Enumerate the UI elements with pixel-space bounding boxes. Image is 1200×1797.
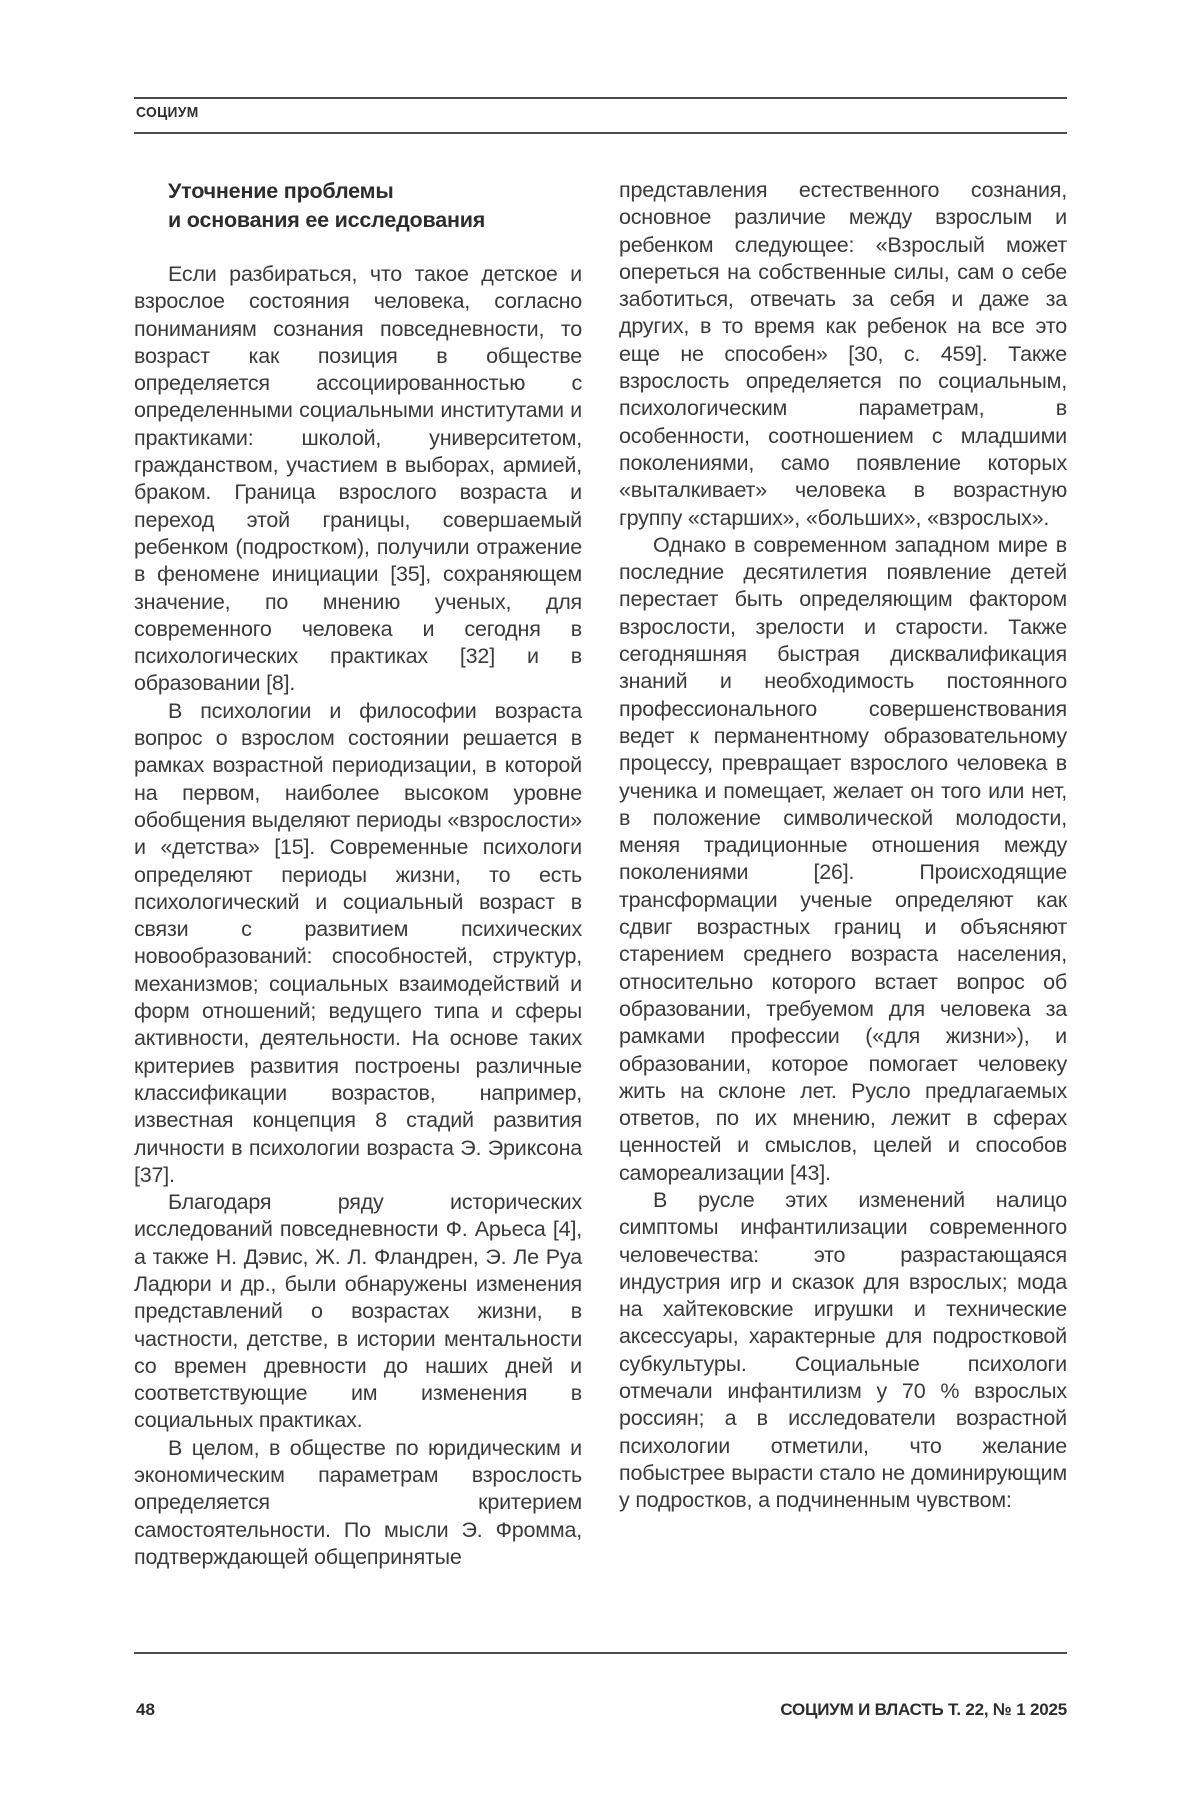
body-paragraph: В русле этих изменений налицо симптомы инфантилизации современного человечества: это разрастающаяся индустрия игр и сказок для взрослых; мода на хайтековские игрушки и технические аксессуары, характерные для подростковой субкультуры. Социальные психологи отмечали инфантилизм у 70 % взрослых россиян; а в исследователи возрастной психологии отметили, что желание побыстрее вырасти стало не доминирующим у подростков, а подчиненным чувством: (619, 1187, 1067, 1513)
journal-title: СОЦИУМ И ВЛАСТЬ Т. 22, № 1 2025 (780, 1700, 1067, 1719)
header-rule-top (134, 97, 1067, 99)
body-paragraph: В целом, в обществе по юридическим и экономическим параметрам взрослость определяется критерием самостоятельности. По мысли Э. Фромма, подтверждающей общепринятые (134, 1435, 582, 1569)
footer-rule (134, 1652, 1067, 1654)
section-heading-line2: и основания ее исследования (168, 208, 486, 232)
section-heading-line1: Уточнение проблемы (168, 179, 394, 203)
section-label: СОЦИУМ (136, 104, 199, 121)
page-number: 48 (136, 1700, 155, 1719)
right-column (619, 177, 1067, 1571)
body-paragraph: Если разбираться, что такое детское и взрослое состояния человека, согласно пониманиям сознания повседневности, то возраст как позиция в обществе определяется ассоциированностью с определенными социальными институтами и практиками: школой, университетом, гражданством, участием в выборах, армией, браком. Граница взрослого возраста и переход этой границы, совершаемый ребенком (подростком), получили отражение в феномене инициации [35], сохраняющем значение, по мнению ученых, для современного человека и сегодня в психологических практиках [32] и в образовании [8]. (134, 262, 582, 696)
body-paragraph-continuation: представления естественного сознания, основное различие между взрослым и ребенком следующее: «Взрослый может опереться на собственные силы, сам о себе заботиться, отвечать за себя и даже за других, в то время как ребенок на все это еще не способен» [30, с. 459]. Также взрослость определяется по социальным, психологическим параметрам, в особенности, соотношением с младшими поколениями, само появление которых «выталкивает» человека в возрастную группу «старших», «больших», «взрослых». (619, 178, 1067, 530)
article-body (134, 177, 1067, 1571)
left-column (134, 177, 582, 1571)
body-paragraph: В психологии и философии возраста вопрос о взрослом состоянии решается в рамках возрастной периодизации, в которой на первом, наиболее высоком уровне обобщения выделяют периоды «взрослости» и «детства» [15]. Современные психологи определяют периоды жизни, то есть психологический и социальный возраст в связи с развитием психических новообразований: способностей, структур, механизмов; социальных взаимодействий и форм отношений; ведущего типа и сферы активности, деятельности. На основе таких критериев развития построены различные классификации возрастов, например, известная концепция 8 стадий развития личности в психологии возраста Э. Эриксона [37]. (134, 698, 582, 1187)
body-paragraph: Однако в современном западном мире в последние десятилетия появление детей перестает быть определяющим фактором взрослости, зрелости и старости. Также сегодняшняя быстрая дисквалификация знаний и необходимость постоянного профессионального совершенствования ведет к перманентному образовательному процессу, превращает взрослого человека в ученика и помещает, желает он того или нет, в положение символической молодости, меняя традиционные отношения между поколениями [26]. Происходящие трансформации ученые определяют как сдвиг возрастных границ и объясняют старением среднего возраста населения, относительно которого встает вопрос об образовании, требуемом для человека за рамками профессии («для жизни»), и образовании, которое помогает человеку жить на склоне лет. Русло предлагаемых ответов, по их мнению, лежит в сферах ценностей и смыслов, целей и способов самореализации [43]. (619, 532, 1067, 1185)
section-heading (168, 177, 582, 235)
body-paragraph: Благодаря ряду исторических исследований повседневности Ф. Арьеса [4], а также Н. Дэвис, Ж. Л. Фландрен, Э. Ле Руа Ладюри и др., были обнаружены изменения представлений о возрастах жизни, в частности, детстве, в истории ментальности со времен древности до наших дней и соответствующие им изменения в социальных практиках. (134, 1190, 582, 1433)
header-rule-bottom (134, 132, 1067, 134)
